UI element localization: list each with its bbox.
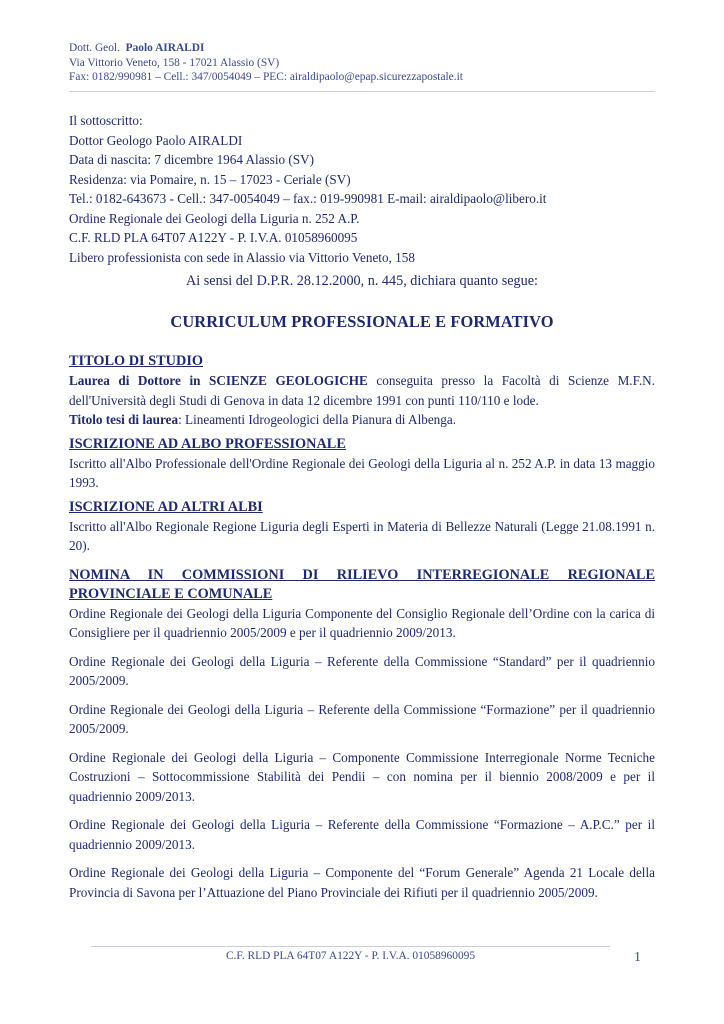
declaration: Ai sensi del D.P.R. 28.12.2000, n. 445, dichiara quanto segue: bbox=[186, 273, 538, 289]
intro-line: Tel.: 0182-643673 - Cell.: 347-0054049 – fax.: 019-990981 E-mail: airaldipaolo@libero.it bbox=[69, 191, 547, 206]
personal-details bbox=[69, 111, 659, 267]
section-heading-albo: ISCRIZIONE AD ALBO PROFESSIONALE bbox=[69, 435, 346, 452]
nomina-paragraph: Ordine Regionale dei Geologi della Liguria – Componente del “Forum Generale” Agenda 21 Locale della Provincia di Savona per l’Attuazione del Piano Provinciale dei Rifiuti per il quadriennio 2005/2009. bbox=[69, 865, 655, 900]
letterhead-name: Paolo AIRALDI bbox=[125, 42, 205, 54]
nomina-paragraph: Ordine Regionale dei Geologi della Liguria – Componente Commissione Interregionale Norme Tecniche Costruzioni – Sottocommissione Stabilità dei Pendii – con nomina per il biennio 2008/2009 e per il quadriennio 2009/2013. bbox=[69, 749, 655, 804]
intro-line: Residenza: via Pomaire, n. 15 – 17023 - Ceriale (SV) bbox=[69, 171, 351, 187]
letterhead-name-line bbox=[69, 41, 659, 56]
degree-title: Laurea di Dottore in SCIENZE GEOLOGICHE bbox=[69, 373, 368, 388]
section-heading-studio: TITOLO DI STUDIO bbox=[69, 353, 204, 369]
letterhead bbox=[69, 41, 659, 85]
document-title: CURRICULUM PROFESSIONALE E FORMATIVO bbox=[170, 312, 554, 331]
intro-line: Dottor Geologo Paolo AIRALDI bbox=[69, 132, 243, 148]
degree-paragraph bbox=[69, 371, 655, 410]
intro-line: Ordine Regionale dei Geologi della Liguria n. 252 A.P. bbox=[69, 210, 360, 226]
letterhead-prefix: Dott. Geol. bbox=[69, 42, 120, 54]
curriculum-body bbox=[69, 352, 655, 902]
intro-line: C.F. RLD PLA 64T07 A122Y - P. I.V.A. 01058960095 bbox=[69, 230, 358, 245]
intro-line: Il sottoscritto: bbox=[69, 113, 143, 128]
thesis-paragraph bbox=[69, 410, 655, 430]
letterhead-address: Via Vittorio Veneto, 158 - 17021 Alassio (SV) bbox=[69, 56, 280, 69]
degree-details: conseguita presso la Facoltà di Scienze M.F.N. dell'Università degli Studi di Genova in data 12 dicembre 1991 con punti 110/110 e lode. bbox=[69, 373, 655, 408]
albo-paragraph: Iscritto all'Albo Professionale dell'Ordine Regionale dei Geologi della Liguria al n. 252 A.P. in data 13 maggio 1993. bbox=[69, 455, 655, 490]
altri-albi-paragraph: Iscritto all'Albo Regionale Regione Liguria degli Esperti in Materia di Bellezze Naturali (Legge 21.08.1991 n. 20). bbox=[69, 518, 655, 553]
nomina-paragraph: Ordine Regionale dei Geologi della Liguria – Referente della Commissione “Standard” per il quadriennio 2005/2009. bbox=[69, 653, 655, 688]
nomina-paragraph: Ordine Regionale dei Geologi della Liguria – Referente della Commissione “Formazione – A.P.C.” per il quadriennio 2009/2013. bbox=[69, 817, 655, 852]
intro-line: Libero professionista con sede in Alassio via Vittorio Veneto, 158 bbox=[69, 249, 415, 265]
thesis-label: Titolo tesi di laurea bbox=[69, 412, 179, 427]
footer-divider bbox=[91, 946, 610, 947]
section-heading-altri-albi: ISCRIZIONE AD ALTRI ALBI bbox=[69, 498, 263, 515]
header-divider bbox=[69, 91, 655, 92]
footer-tax-info: C.F. RLD PLA 64T07 A122Y - P. I.V.A. 01058960095 bbox=[225, 950, 476, 962]
nomina-paragraph: Ordine Regionale dei Geologi della Liguria Componente del Consiglio Regionale dell’Ordine con la carica di Consigliere per il quadriennio 2005/2009 e per il quadriennio 2009/2013. bbox=[69, 605, 655, 640]
page-number: 1 bbox=[634, 950, 641, 965]
thesis-title: : Lineamenti Idrogeologici della Pianura di Albenga. bbox=[178, 412, 457, 427]
section-heading-nomina: NOMINA IN COMMISSIONI DI RILIEVO INTERREGIONALE REGIONALE PROVINCIALE E COMUNALE bbox=[69, 566, 655, 602]
letterhead-contacts: Fax: 0182/990981 – Cell.: 347/0054049 – PEC: airaldipaolo@epap.sicurezzapostale.it bbox=[69, 71, 463, 84]
intro-line: Data di nascita: 7 dicembre 1964 Alassio (SV) bbox=[69, 152, 315, 167]
nomina-paragraph: Ordine Regionale dei Geologi della Liguria – Referente della Commissione “Formazione” per il quadriennio 2005/2009. bbox=[69, 701, 655, 736]
